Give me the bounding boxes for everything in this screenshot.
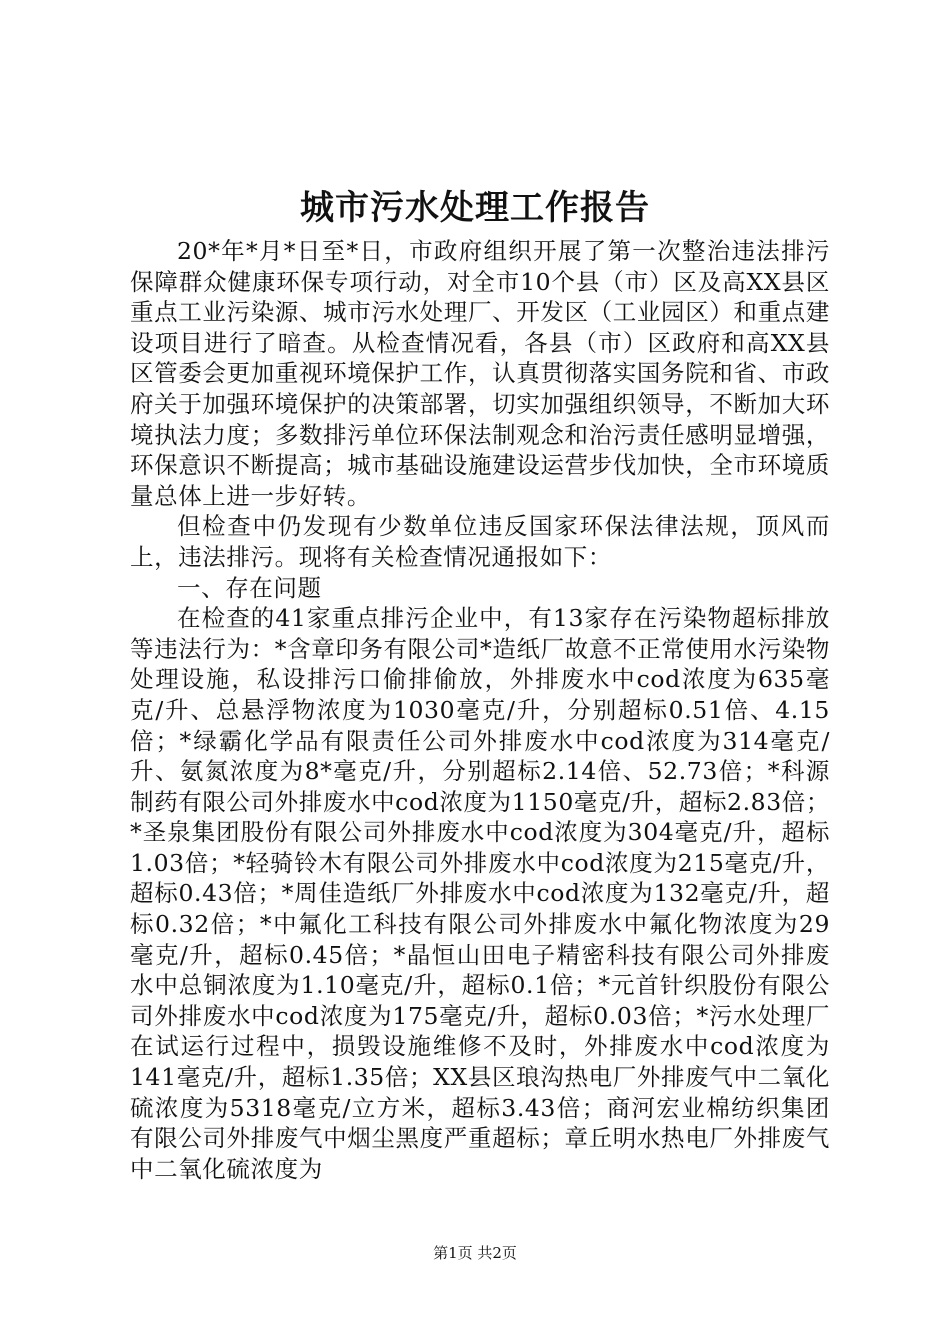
- paragraph-notice: 但检查中仍发现有少数单位违反国家环保法律法规，顶风而上，违法排污。现将有关检查情况通报如下：: [130, 512, 830, 571]
- paragraph-intro: 20*年*月*日至*日，市政府组织开展了第一次整治违法排污保障群众健康环保专项行动，对全市10个县（市）区及高XX县区重点工业污染源、城市污水处理厂、开发区（工业园区）和重点建设项目进行了暗查。从检查情况看，各县（市）区政府和高XX县区管委会更加重视环境保护工作，认真贯彻落实国务院和省、市政府关于加强环境保护的决策部署，切实加强组织领导，不断加大环境执法力度；多数排污单位环保法制观念和治污责任感明显增强，环保意识不断提高；城市基础设施建设运营步伐加快，全市环境质量总体上进一步好转。: [130, 237, 830, 510]
- page-footer: 第1页 共2页: [433, 1244, 517, 1262]
- document-body: [130, 236, 830, 1184]
- section-heading-problems: 一、存在问题: [177, 573, 322, 602]
- document-title: 城市污水处理工作报告: [300, 188, 650, 228]
- paragraph-violations: 在检查的41家重点排污企业中，有13家存在污染物超标排放等违法行为：*含章印务有限公司*造纸厂故意不正常使用水污染物处理设施，私设排污口偷排偷放，外排废水中cod浓度为635毫克/升、总悬浮物浓度为1030毫克/升，分别超标0.51倍、4.15倍；*绿霸化学品有限责任公司外排废水中cod浓度为314毫克/升、氨氮浓度为8*毫克/升，分别超标2.14倍、52.73倍；*科源制药有限公司外排废水中cod浓度为1150毫克/升，超标2.83倍；*圣泉集团股份有限公司外排废水中cod浓度为304毫克/升，超标1.03倍；*轻骑铃木有限公司外排废水中cod浓度为215毫克/升，超标0.43倍；*周佳造纸厂外排废水中cod浓度为132毫克/升，超标0.32倍；*中氟化工科技有限公司外排废水中氟化物浓度为29毫克/升，超标0.45倍；*晶恒山田电子精密科技有限公司外排废水中总铜浓度为1.10毫克/升，超标0.1倍；*元首针织股份有限公司外排废水中cod浓度为175毫克/升，超标0.03倍；*污水处理厂在试运行过程中，损毁设施维修不及时，外排废水中cod浓度为141毫克/升，超标1.35倍；XX县区琅沟热电厂外排废气中二氧化硫浓度为5318毫克/立方米，超标3.43倍；商河宏业棉纺织集团有限公司外排废气中烟尘黑度严重超标；章丘明水热电厂外排废气中二氧化硫浓度为: [130, 604, 830, 1183]
